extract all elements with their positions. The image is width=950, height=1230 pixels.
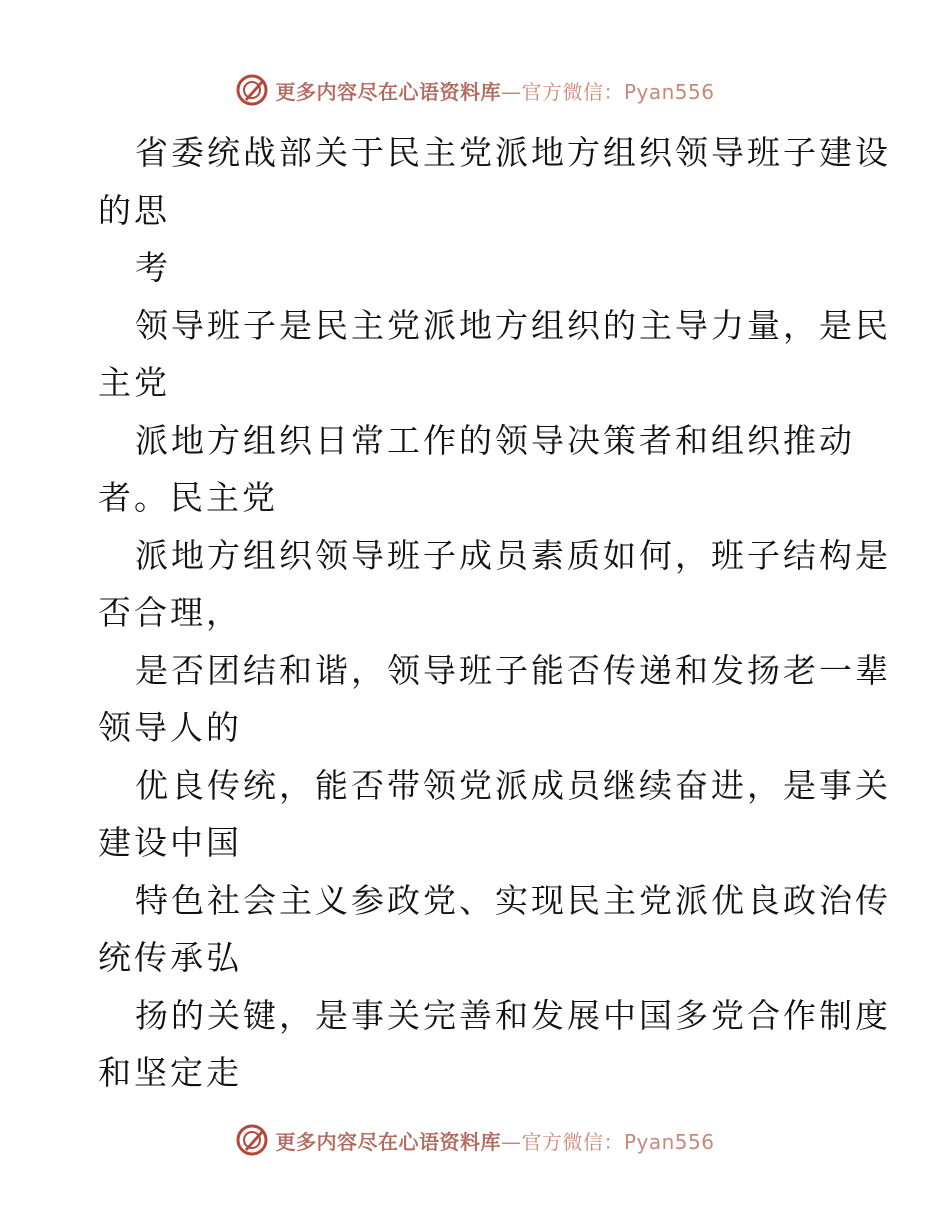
text-line: 者。民主党 — [98, 478, 278, 517]
text-line: 派地方组织领导班子成员素质如何，班子结构是 — [135, 535, 891, 575]
text-line: 优良传统，能否带领党派成员继续奋进，是事关 — [135, 765, 891, 805]
watermark-brand: 更多内容尽在心语资料库 — [275, 1129, 501, 1154]
footer-watermark — [0, 1120, 950, 1160]
text-line: 省委统战部关于民主党派地方组织领导班子建设 — [135, 133, 891, 172]
text-line: 领导班子是民主党派地方组织的主导力量，是民 — [135, 305, 891, 345]
watermark-text — [275, 1126, 714, 1155]
text-line: 建设中国 — [98, 823, 242, 862]
text-line: 扬的关键，是事关完善和发展中国多党合作制度 — [135, 995, 891, 1035]
text-line: 领导人的 — [98, 708, 242, 747]
watermark-suffix: 官方微信：Pyan556 — [521, 1129, 715, 1154]
watermark-suffix: 官方微信：Pyan556 — [521, 79, 715, 104]
document-body — [98, 124, 891, 1102]
watermark-brand: 更多内容尽在心语资料库 — [275, 79, 501, 104]
header-watermark — [0, 70, 950, 110]
text-line: 否合理， — [98, 593, 242, 632]
watermark-separator: — — [500, 1129, 522, 1154]
text-line: 特色社会主义参政党、实现民主党派优良政治传 — [135, 880, 891, 920]
text-line: 的思 — [98, 190, 170, 230]
pen-logo-icon — [235, 1123, 269, 1157]
watermark-text — [275, 76, 714, 105]
text-line: 考 — [135, 248, 171, 287]
text-line: 派地方组织日常工作的领导决策者和组织推动 — [135, 420, 855, 460]
pen-logo-icon — [235, 73, 269, 107]
text-line: 是否团结和谐，领导班子能否传递和发扬老一辈 — [135, 650, 891, 690]
text-line: 和坚定走 — [98, 1053, 242, 1092]
text-line: 主党 — [98, 363, 170, 402]
text-line: 统传承弘 — [98, 938, 242, 977]
watermark-separator: — — [500, 79, 522, 104]
